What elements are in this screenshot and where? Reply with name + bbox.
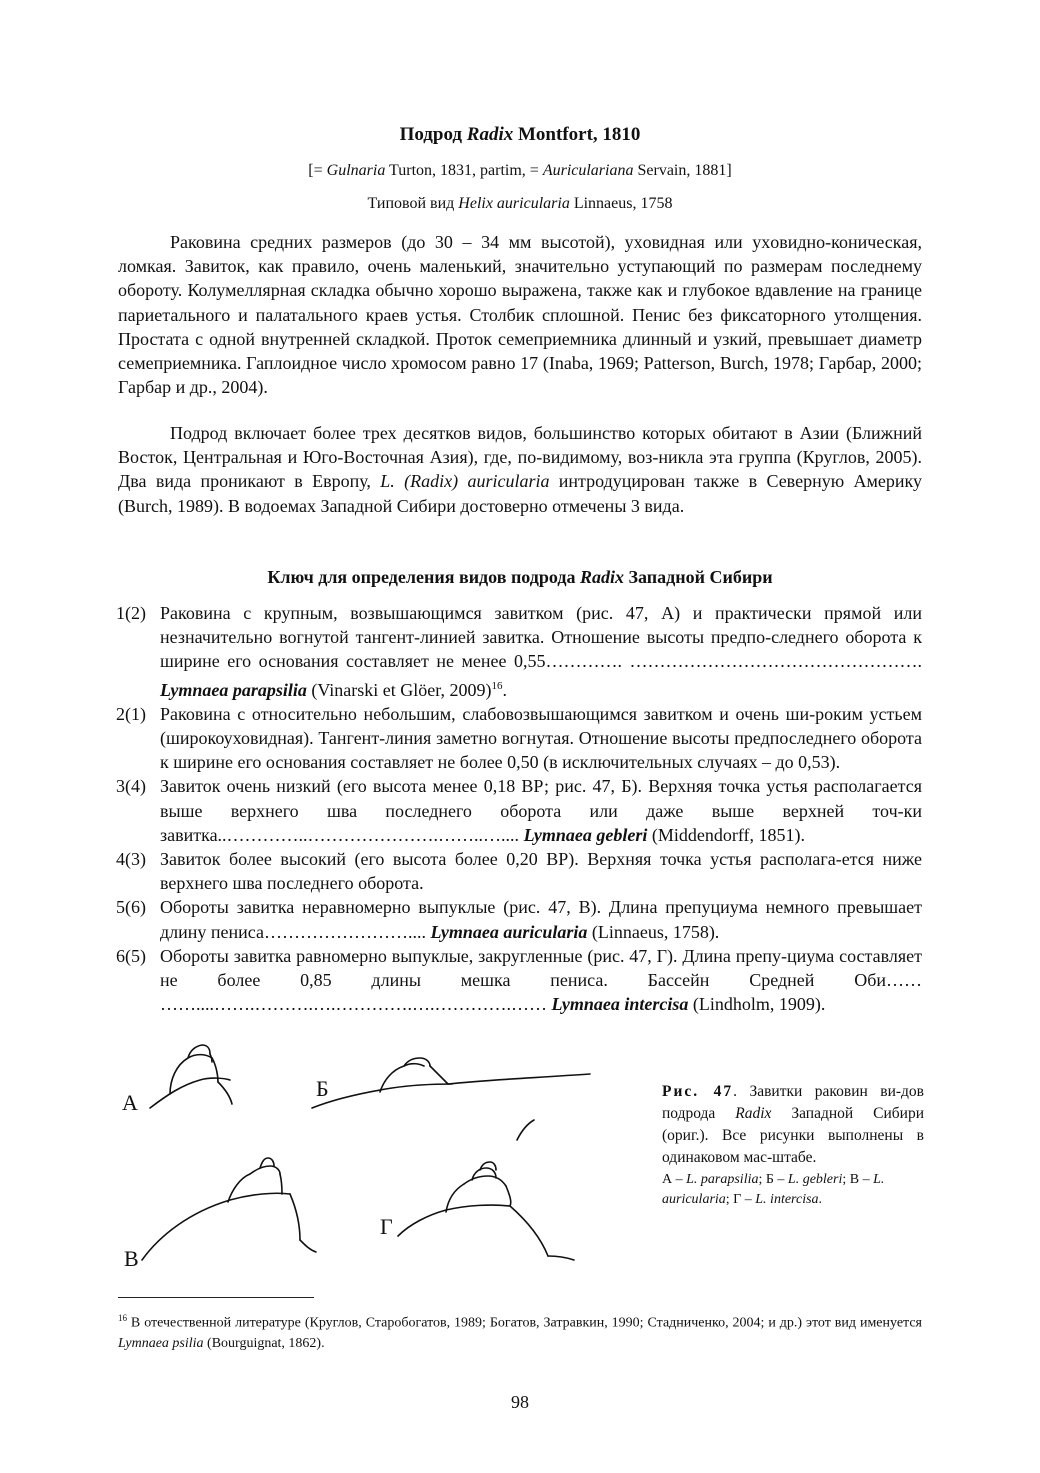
couplet-number: 5(6) bbox=[116, 897, 146, 918]
heading-genus: Radix bbox=[466, 124, 514, 145]
shell-drawing-v bbox=[142, 1158, 316, 1260]
species-author: (Vinarski et Glöer, 2009) bbox=[306, 679, 492, 700]
couplet-number: 2(1) bbox=[116, 703, 146, 724]
key-heading-suffix: Западной Сибири bbox=[624, 567, 773, 587]
key-heading-prefix: Ключ для определения видов подрода bbox=[267, 567, 580, 587]
type-name: Helix auricularia bbox=[458, 195, 570, 212]
paragraph-span: Подрод включает более трех десятков видов, большинство которых обитают в Азии (Ближний Восток, Центральная и Юго-Восточная Азия), где, по-видимому, воз-никла эта группа (Круглов, 2005). Два вида проникают в Европу, bbox=[118, 423, 922, 492]
paragraph-text bbox=[118, 421, 922, 518]
legend-species: L. intercisa bbox=[755, 1192, 819, 1207]
legend-species: L. parapsilia bbox=[686, 1172, 759, 1187]
legend-species: L. auricularia bbox=[662, 1172, 885, 1207]
couplet-number: 3(4) bbox=[116, 776, 146, 797]
key-couplet bbox=[118, 702, 922, 775]
figure-caption bbox=[662, 1081, 924, 1210]
shell-spire-figure bbox=[112, 1040, 632, 1280]
caption-text: Западной Сибири (ориг.). Все рисунки выполнены в одинаковом мас-штабе. bbox=[662, 1105, 924, 1166]
syn-genus: Auriculariana bbox=[542, 162, 634, 179]
footnote-text: (Bourguignat, 1862). bbox=[203, 1335, 325, 1351]
key-couplet bbox=[118, 944, 922, 1017]
section-heading bbox=[118, 124, 922, 146]
heading-author: Montfort, 1810 bbox=[513, 124, 641, 145]
description-paragraph bbox=[118, 230, 922, 399]
footnote-text: В отечественной литературе (Круглов, Старобогатов, 1989; Богатов, Затравкин, 1990; Стадниченко, 2004; и др.) этот вид именуется bbox=[127, 1315, 922, 1331]
legend-text: . bbox=[818, 1192, 823, 1207]
footnote-separator bbox=[118, 1297, 314, 1298]
shell-drawing-g bbox=[398, 1162, 574, 1260]
paragraph-text: Раковина средних размеров (до 30 – 34 мм высотой), ухoвидная или ухoвидно-коническая, ломкая. Завиток, как правило, очень маленький, значительно уступающий по размерам последнему обороту. Колумеллярная складка обычно хорошо выражена, также как и глубокое вдавление на границе париетального и палатального краев устья. Столбик сплошной. Пенис без фиксаторного утолщения. Простата с одной внутренней складкой. Проток семеприемника длинный и узкий, превышает диаметр семеприемника. Гаплоидное число хромосом равно 17 (Inaba, 1969; Patterson, Burch, 1978; Гарбар, 2000; Гарбар и др., 2004). bbox=[118, 232, 922, 398]
species-name: Lymnaea gebleri bbox=[523, 824, 648, 845]
key-couplet bbox=[118, 601, 922, 702]
species-name: L. (Radix) auricularia bbox=[380, 471, 550, 492]
legend-species: L. gebleri bbox=[787, 1172, 843, 1187]
couplet-number: 1(2) bbox=[116, 603, 146, 623]
legend-text: А – bbox=[662, 1172, 687, 1187]
caption-text: . Завитки раковин ви-дов подрода bbox=[662, 1083, 925, 1122]
syn-genus: Gulnaria bbox=[326, 162, 386, 179]
key-couplet bbox=[118, 847, 922, 895]
caption-genus: Radix bbox=[735, 1105, 772, 1122]
legend-text: ; Г – bbox=[725, 1192, 756, 1207]
page-number: 98 bbox=[511, 1392, 529, 1412]
caption-legend bbox=[662, 1170, 924, 1210]
couplet-text: Раковина с крупным, возвышающимся завитком (рис. 47, А) и практически прямой или незначительно вогнутой тангент-линией завитка. Отношение высоты предпо-следнего оборота к ширине его основания составляет не менее 0,55…………. …………………………………………. bbox=[160, 603, 922, 672]
key-couplet bbox=[118, 774, 922, 847]
species-name: Lymnaea intercisa bbox=[551, 994, 689, 1015]
heading-prefix: Подрод bbox=[399, 124, 467, 145]
shell-drawing-a bbox=[150, 1045, 232, 1108]
type-author: Linnaeus, 1758 bbox=[569, 195, 673, 212]
couplet-text: Завиток очень низкий (его высота менее 0,18 ВР; рис. 47, Б). Верхняя точка устья располагается выше верхнего шва последнего оборота или даже выше верхней точ-ки завитка..…………..………………….……..….... bbox=[160, 776, 922, 845]
legend-text: ; В – bbox=[842, 1172, 874, 1187]
type-species-line bbox=[118, 195, 922, 213]
footnote-ref[interactable]: 16 bbox=[491, 679, 503, 692]
synonyms-line bbox=[118, 162, 922, 180]
identification-key bbox=[118, 601, 922, 1016]
species-author: (Lindholm, 1909). bbox=[688, 994, 826, 1015]
couplet-end: . bbox=[502, 679, 507, 700]
syn-text: Servain, 1881] bbox=[633, 162, 732, 179]
legend-text: ; Б – bbox=[758, 1172, 788, 1187]
caption-label: Рис. 47 bbox=[662, 1083, 734, 1100]
key-heading bbox=[118, 567, 922, 588]
syn-text: [= bbox=[308, 162, 327, 179]
footnote-number: 16 bbox=[118, 1313, 127, 1323]
species-author: (Middendorff, 1851). bbox=[647, 824, 806, 845]
figure-label-v: В bbox=[124, 1246, 139, 1271]
couplet-number: 4(3) bbox=[116, 849, 146, 870]
figure-label-g: Г bbox=[380, 1214, 393, 1239]
key-heading-genus: Radix bbox=[580, 567, 625, 587]
couplet-text: Завиток более высокий (его высота более 0,20 ВР). Верхняя точка устья располага-ется ниже верхнего шва последнего оборота. bbox=[160, 849, 922, 894]
figure-label-b: Б bbox=[316, 1076, 329, 1101]
couplet-text: Обороты завитка равномерно выпуклые, закругленные (рис. 47, Г). Длина препу-циума составляет не более 0,85 длины мешка пениса. Бассейн Средней Оби…… ……....…….……….….………….….………….…… bbox=[160, 945, 922, 1015]
couplet-text: Обороты завитка неравномерно выпуклые (рис. 47, В). Длина препуциума немного превышает длину пениса…………………….... bbox=[160, 897, 922, 942]
footnote bbox=[118, 1308, 922, 1354]
distribution-paragraph bbox=[118, 421, 922, 518]
key-couplet bbox=[118, 895, 922, 943]
syn-text: Turton, 1831, partim, = bbox=[385, 162, 543, 179]
paragraph-span: интродуцирован также в Северную Америку (Burch, 1989). В водоемах Западной Сибири достоверно отмечены 3 вида. bbox=[118, 471, 922, 516]
figure-label-a: А bbox=[122, 1090, 138, 1115]
species-author: (Linnaeus, 1758). bbox=[587, 921, 720, 942]
couplet-text: Раковина с относительно небольшим, слабовозвышающимся завитком и очень ши-роким устьем (широкоуховидная). Тангент-линия заметно вогнутая. Отношение высоты предпоследнего оборота к ширине его основания составляет не более 0,50 (в исключительных случаях – до 0,53). bbox=[160, 703, 922, 773]
type-label: Типовой вид bbox=[367, 195, 459, 212]
couplet-number: 6(5) bbox=[116, 945, 146, 966]
species-name: Lymnaea parapsilia bbox=[160, 679, 307, 700]
shell-drawing-b bbox=[312, 1058, 590, 1140]
species-name: Lymnaea auricularia bbox=[430, 921, 588, 942]
footnote-species: Lymnaea psilia bbox=[118, 1335, 204, 1351]
